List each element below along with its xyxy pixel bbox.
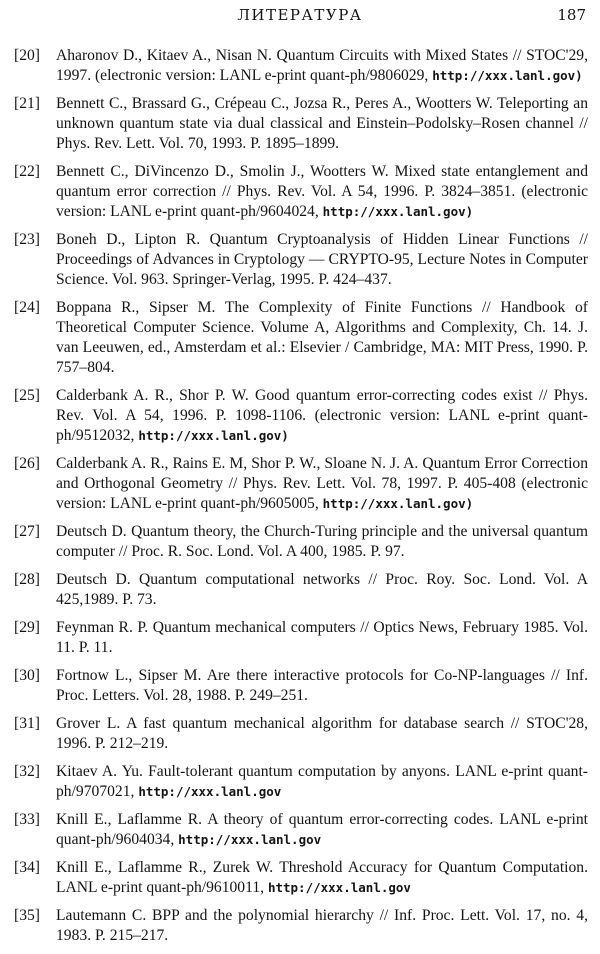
reference-item: [0, 810, 600, 850]
reference-url: http://xxx.lanl.gov: [178, 832, 322, 847]
reference-number: [32]: [14, 763, 40, 780]
reference-text: Bennett C., Brassard G., Crépeau C., Jozsa R., Peres A., Wootters W. Teleporting an unknown quantum state via dual classical and Einstein–Podolsky–Rosen channel // Phys. Rev. Lett. Vol. 70, 1993. P. 1895–1899.: [56, 95, 588, 152]
reference-text: Aharonov D., Kitaev A., Nisan N. Quantum Circuits with Mixed States // STOC'29, 1997. (electronic version: LANL e-print quant-ph/9806029,: [56, 47, 588, 84]
chapter-title: ЛИТЕРАТУРА: [237, 6, 363, 24]
reference-url: http://xxx.lanl.gov): [322, 496, 474, 511]
reference-text: Kitaev A. Yu. Fault-tolerant quantum computation by anyons. LANL e-print quant-ph/9707021,: [56, 763, 588, 800]
page-number: 187: [557, 6, 586, 24]
reference-text: Fortnow L., Sipser M. Are there interactive protocols for Co-NP-languages // Inf. Proc. Letters. Vol. 28, 1988. P. 249–251.: [56, 667, 588, 704]
reference-item: [0, 230, 600, 290]
reference-number: [34]: [14, 859, 40, 876]
reference-item: [0, 714, 600, 754]
reference-url: http://xxx.lanl.gov: [138, 784, 282, 799]
reference-text: Deutsch D. Quantum theory, the Church-Turing principle and the universal quantum computer // Proc. R. Soc. Lond. Vol. A 400, 1985. P. 97.: [56, 523, 588, 560]
reference-number: [26]: [14, 455, 40, 472]
reference-number: [29]: [14, 619, 40, 636]
reference-list: [0, 46, 600, 954]
reference-item: [0, 618, 600, 658]
reference-text: Grover L. A fast quantum mechanical algorithm for database search // STOC'28, 1996. P. 212–219.: [56, 715, 588, 752]
reference-text: Knill E., Laflamme R. A theory of quantum error-correcting codes. LANL e-print quant-ph/9604034,: [56, 811, 588, 848]
reference-text: Boppana R., Sipser M. The Complexity of Finite Functions // Handbook of Theoretical Computer Science. Volume A, Algorithms and Complexity, Ch. 14. J. van Leeuwen, ed., Amsterdam et al.: Elsevier / Cambridge, MA: MIT Press, 1990. P. 757–804.: [56, 299, 588, 376]
reference-item: [0, 298, 600, 378]
running-head: [0, 4, 600, 26]
reference-number: [21]: [14, 95, 40, 112]
reference-text: Deutsch D. Quantum computational networks // Proc. Roy. Soc. Lond. Vol. A 425,1989. P. 73.: [56, 571, 588, 608]
reference-number: [22]: [14, 163, 40, 180]
reference-item: [0, 46, 600, 86]
reference-item: [0, 762, 600, 802]
reference-url: http://xxx.lanl.gov): [432, 68, 583, 83]
reference-item: [0, 906, 600, 946]
reference-number: [27]: [14, 523, 40, 540]
reference-text: Feynman R. P. Quantum mechanical computers // Optics News, February 1985. Vol. 11. P. 11.: [56, 619, 588, 656]
reference-url: http://xxx.lanl.gov: [267, 880, 411, 895]
reference-number: [30]: [14, 667, 40, 684]
reference-number: [25]: [14, 387, 40, 404]
reference-item: [0, 454, 600, 514]
reference-number: [31]: [14, 715, 40, 732]
reference-item: [0, 666, 600, 706]
reference-item: [0, 570, 600, 610]
reference-number: [24]: [14, 299, 40, 316]
reference-item: [0, 522, 600, 562]
reference-item: [0, 94, 600, 154]
reference-url: http://xxx.lanl.gov): [138, 428, 289, 443]
reference-item: [0, 386, 600, 446]
reference-number: [33]: [14, 811, 40, 828]
reference-item: [0, 858, 600, 898]
reference-text: Bennett C., DiVincenzo D., Smolin J., Wootters W. Mixed state entanglement and quantum error correction // Phys. Rev. Vol. A 54, 1996. P. 3824–3851. (electronic version: LANL e-print quant-ph/9604024,: [56, 163, 588, 220]
reference-number: [28]: [14, 571, 40, 588]
reference-text: Calderbank A. R., Shor P. W. Good quantum error-correcting codes exist // Phys. Rev. Vol. A 54, 1996. P. 1098-1106. (electronic version: LANL e-print quant-ph/9512032,: [56, 387, 588, 444]
reference-text: Knill E., Laflamme R., Zurek W. Threshold Accuracy for Quantum Computation. LANL e-print quant-ph/9610011,: [56, 859, 588, 896]
reference-text: Boneh D., Lipton R. Quantum Cryptoanalysis of Hidden Linear Functions // Proceedings of Advances in Cryptology — CRYPTO-95, Lecture Notes in Computer Science. Vol. 963. Springer-Verlag, 1995. P. 424–437.: [56, 231, 588, 288]
reference-number: [35]: [14, 907, 40, 924]
reference-item: [0, 162, 600, 222]
reference-url: http://xxx.lanl.gov): [322, 204, 474, 219]
reference-text: Calderbank A. R., Rains E. M, Shor P. W., Sloane N. J. A. Quantum Error Correction and Orthogonal Geometry // Phys. Rev. Lett. Vol. 78, 1997. P. 405-408 (electronic version: LANL e-print quant-ph/9605005,: [56, 455, 588, 512]
reference-number: [20]: [14, 47, 40, 64]
reference-text: Lautemann C. BPP and the polynomial hierarchy // Inf. Proc. Lett. Vol. 17, no. 4, 1983. P. 215–217.: [56, 907, 588, 944]
reference-number: [23]: [14, 231, 40, 248]
